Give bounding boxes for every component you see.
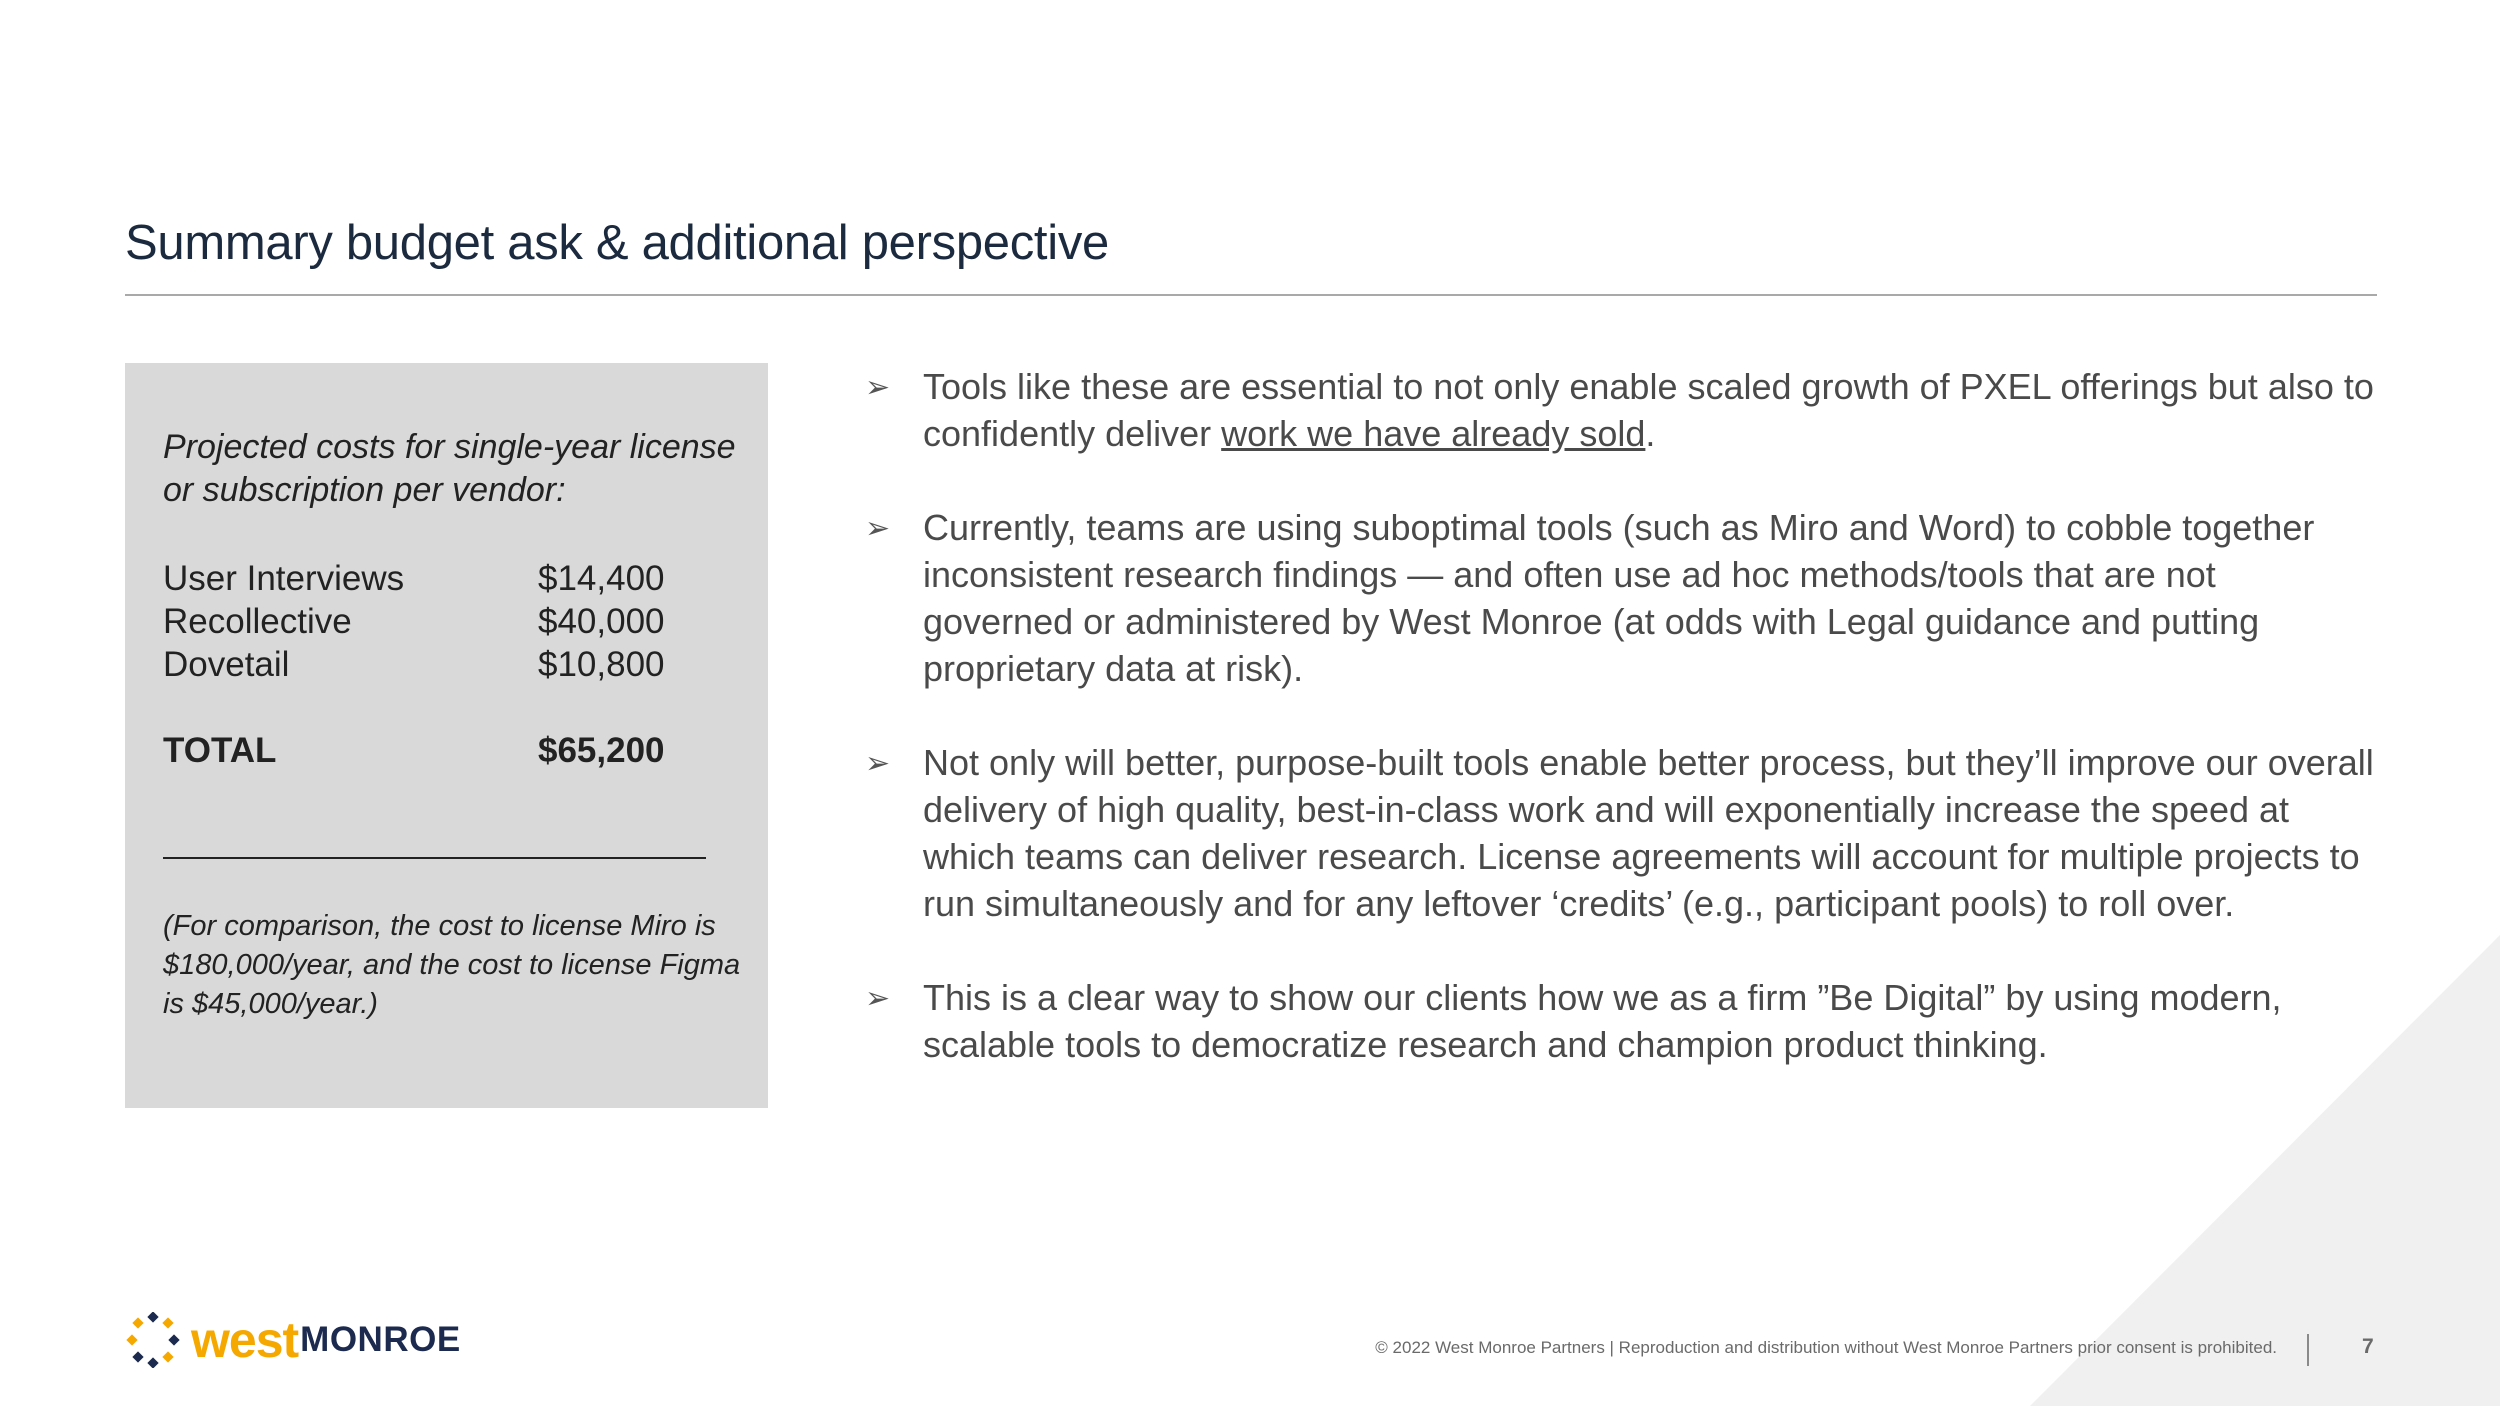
- bullet-text: Not only will better, purpose-built tools enable better process, but they’ll improve our overall delivery of high quality, best-in-class work and will exponentially increase the speed at which teams can deliver research. License agreements will account for multiple projects to run simultaneously and for any leftover ‘credits’ (e.g., participant pools) to roll over.: [923, 742, 2374, 924]
- cost-box-separator-line: [163, 857, 706, 859]
- cost-item-label: Recollective: [163, 602, 352, 641]
- logo-west-text: west: [191, 1312, 299, 1368]
- total-label: TOTAL: [163, 731, 277, 770]
- comparison-note: (For comparison, the cost to license Miro is $180,000/year, and the cost to license Figma is $45,000/year.): [163, 910, 741, 1020]
- west-monroe-logo: [125, 1310, 461, 1370]
- bullet-list: [865, 363, 2375, 1115]
- arrow-bullet-icon: ➢: [865, 982, 891, 1015]
- cost-item-value: $10,800: [538, 645, 665, 684]
- bullet-text: This is a clear way to show our clients how we as a firm ”Be Digital” by using modern, scalable tools to democratize research and champion product thinking.: [923, 977, 2282, 1065]
- copyright-notice: © 2022 West Monroe Partners | Reproduction and distribution without West Monroe Partners prior consent is prohibited.: [1375, 1338, 2277, 1357]
- logo-monroe-text: MONROE: [300, 1320, 461, 1359]
- bullet-text: Tools like these are essential to not only enable scaled growth of PXEL offerings but also to confidently deliver: [923, 366, 2374, 454]
- arrow-bullet-icon: ➢: [865, 747, 891, 780]
- page-number: 7: [2362, 1335, 2374, 1358]
- bullet-text: Currently, teams are using suboptimal tools (such as Miro and Word) to cobble together inconsistent research findings — and often use ad hoc methods/tools that are not governed or administered by West Monroe (at odds with Legal guidance and putting proprietary data at risk).: [923, 507, 2315, 689]
- bullet-item-be-digital: [865, 974, 2375, 1068]
- slide-title: Summary budget ask & additional perspective: [125, 216, 1109, 270]
- total-value: $65,200: [538, 731, 665, 770]
- projected-costs-box: [125, 363, 768, 1108]
- west-monroe-logo-mark-icon: [125, 1312, 181, 1368]
- bullet-item-tools-essential: [865, 363, 2375, 457]
- bullet-item-suboptimal-tools: [865, 504, 2375, 692]
- cost-box-intro: Projected costs for single-year license or subscription per vendor:: [163, 428, 736, 509]
- footer-divider: [2307, 1334, 2309, 1366]
- title-divider: [125, 294, 2377, 296]
- cost-item-label: Dovetail: [163, 645, 290, 684]
- arrow-bullet-icon: ➢: [865, 371, 891, 404]
- cost-item-label: User Interviews: [163, 559, 405, 598]
- work-already-sold-link[interactable]: work we have already sold: [1221, 413, 1646, 454]
- bullet-text-end: .: [1645, 413, 1656, 454]
- cost-item-value: $40,000: [538, 602, 665, 641]
- bullet-item-better-tools: [865, 739, 2375, 927]
- cost-item-value: $14,400: [538, 559, 665, 598]
- arrow-bullet-icon: ➢: [865, 512, 891, 545]
